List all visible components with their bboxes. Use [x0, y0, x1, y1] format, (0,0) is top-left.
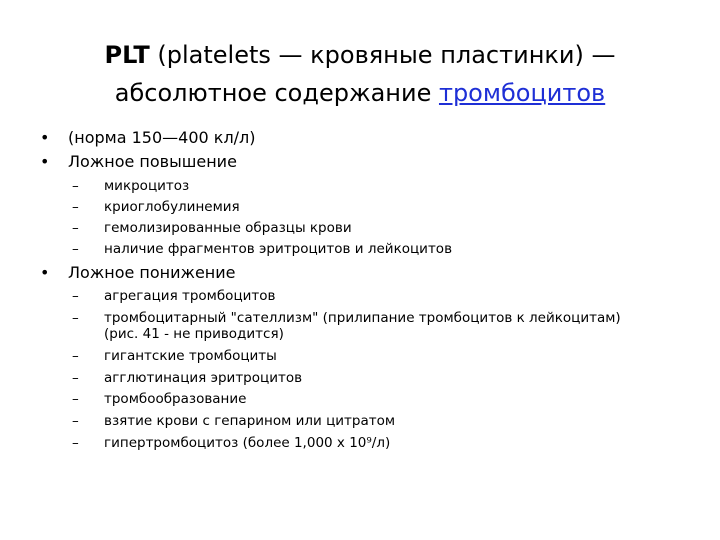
bullet-icon: •: [40, 152, 50, 171]
sub-item-text: криоглобулинемия: [104, 199, 240, 215]
title-line-2-prefix: абсолютное содержание: [114, 79, 439, 107]
sub-item-text: взятие крови с гепарином или цитратом: [104, 413, 396, 429]
bullet-text: Ложное понижение: [68, 263, 236, 282]
dash-icon: –: [72, 435, 79, 451]
title-line-1-rest: (platelets — кровяные пластинки) —: [149, 41, 616, 69]
sub-item-text: тромбообразование: [104, 391, 247, 407]
sub-item-text: агрегация тромбоцитов: [104, 288, 276, 304]
bullet-icon: •: [40, 128, 50, 147]
bullet-text: Ложное повышение: [68, 152, 237, 171]
sub-item-text: гемолизированные образцы крови: [104, 220, 352, 236]
sub-item-text: гигантские тромбоциты: [104, 348, 277, 364]
dash-icon: –: [72, 178, 79, 194]
dash-icon: –: [72, 199, 79, 215]
sub-item-text: агглютинация эритроцитов: [104, 370, 303, 386]
dash-icon: –: [72, 241, 79, 257]
dash-icon: –: [72, 348, 79, 364]
dash-icon: –: [72, 370, 79, 386]
slide-title: [40, 36, 680, 112]
dash-icon: –: [72, 288, 79, 304]
dash-icon: –: [72, 310, 79, 326]
sub-item-text: наличие фрагментов эритроцитов и лейкоцитов: [104, 241, 453, 257]
sub-item-text: тромбоцитарный "сателлизм" (прилипание тромбоцитов к лейкоцитам): [104, 310, 621, 326]
bullet-icon: •: [40, 263, 50, 282]
title-link[interactable]: тромбоцитов: [438, 79, 606, 107]
dash-icon: –: [72, 413, 79, 429]
bullet-text: (норма 150—400 кл/л): [68, 128, 256, 147]
title-line-2: [40, 74, 680, 112]
sub-item-text: микроцитоз: [104, 178, 190, 194]
title-bold: PLT: [104, 41, 150, 69]
dash-icon: –: [72, 391, 79, 407]
sub-item-text: (рис. 41 - не приводится): [104, 326, 284, 342]
sub-item-text: гипертромбоцитоз (более 1,000 x 10⁹/л): [104, 435, 391, 451]
dash-icon: –: [72, 220, 79, 236]
title-line-1: [40, 36, 680, 74]
